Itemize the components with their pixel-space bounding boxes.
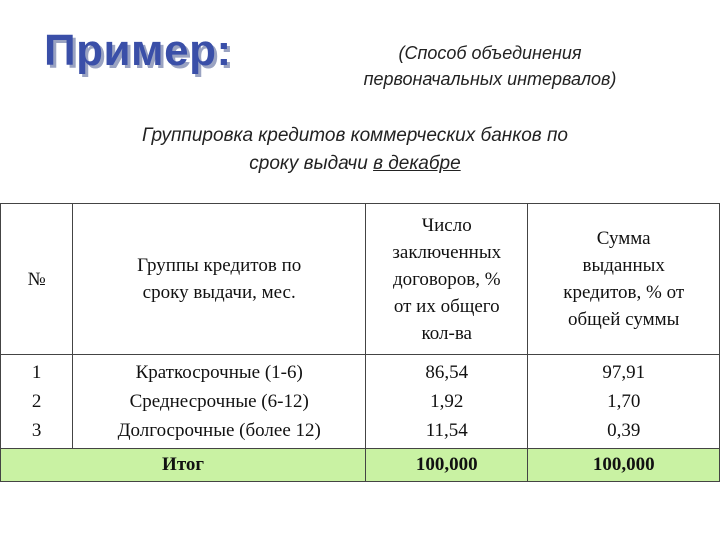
row-sum: 1,70 (607, 391, 641, 412)
row-num: 2 (31, 391, 42, 412)
num-cell (1, 355, 73, 449)
row-sum: 97,91 (602, 362, 646, 383)
total-label: Итог (1, 449, 366, 482)
header-sum-line-2: выданных (582, 255, 665, 276)
row-count: 11,54 (425, 420, 468, 441)
table-heading (40, 122, 670, 178)
subtitle-line-1: (Способ объединения (398, 43, 582, 63)
group-cell (73, 355, 366, 449)
header-sum-line-4: общей суммы (568, 309, 680, 330)
header-count-line-3: договоров, % (392, 268, 501, 290)
header-group-line-1: Группы кредитов по (137, 255, 302, 276)
heading-line-1: Группировка кредитов коммерческих банков по (142, 125, 568, 146)
row-num: 1 (31, 362, 42, 383)
count-cell (366, 355, 528, 449)
row-num: 3 (31, 420, 42, 441)
row-group: Долгосрочные (более 12) (117, 420, 321, 441)
row-count: 86,54 (425, 362, 469, 383)
header-count (366, 204, 528, 355)
subtitle-line-2: первоначальных интервалов) (363, 69, 617, 89)
header-group-line-2: сроку выдачи, мес. (142, 282, 296, 303)
subtitle (290, 40, 690, 92)
header-count-line-2: заключенных (392, 241, 502, 263)
header-sum-line-3: кредитов, % от (563, 282, 685, 303)
sum-cell (528, 355, 720, 449)
total-sum: 100,000 (528, 449, 720, 482)
row-sum: 0,39 (607, 420, 641, 441)
slide-title: Пример: (44, 26, 232, 75)
header-count-line-1: Число (421, 214, 472, 236)
header-sum (528, 204, 720, 355)
header-group (73, 204, 366, 355)
total-row (1, 449, 720, 482)
credit-grouping-table (0, 203, 720, 482)
heading-line-2-prefix: сроку выдачи (249, 153, 374, 174)
row-count: 1,92 (430, 391, 464, 412)
heading-underlined-text: в декабре (373, 153, 461, 174)
table-body-row (1, 355, 720, 449)
header-count-line-4: от их общего (393, 295, 500, 317)
row-group: Среднесрочные (6-12) (129, 391, 309, 412)
header-count-line-5: кол-ва (421, 322, 472, 344)
header-sum-line-1: Сумма (596, 228, 651, 249)
header-num: № (1, 204, 73, 355)
row-group: Краткосрочные (1-6) (135, 362, 303, 383)
table-header-row (1, 204, 720, 355)
heading-line-2 (40, 150, 670, 178)
total-count: 100,000 (366, 449, 528, 482)
